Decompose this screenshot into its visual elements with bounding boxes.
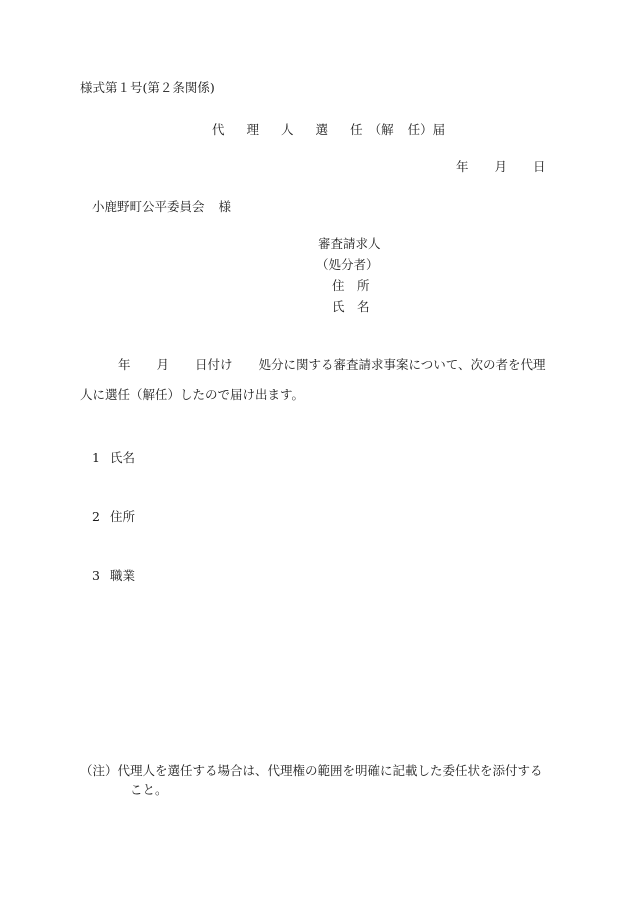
title-char: 任 <box>350 122 363 137</box>
item-number: 2 <box>92 509 100 524</box>
note-text-1: 代理人を選任する場合は、代理権の範囲を明確に記載した委任状を添付する <box>117 763 543 778</box>
item-number: 3 <box>92 568 100 583</box>
form-number: 様式第１号(第２条関係) <box>80 80 215 95</box>
date-day-label: 日 <box>533 159 546 174</box>
body-year-label: 年 <box>118 357 131 372</box>
petitioner-address-label: 住 所 <box>332 278 370 293</box>
note-line-1 <box>80 765 543 778</box>
item-label: 氏名 <box>110 450 136 465</box>
body-day-label: 日付け <box>195 357 233 372</box>
title-char: 選 <box>315 122 329 137</box>
addressee <box>92 201 231 214</box>
title-char: 代 <box>212 122 225 137</box>
item-label: 職業 <box>110 568 136 583</box>
petitioner-block <box>318 238 381 322</box>
note-prefix: （注） <box>80 763 118 778</box>
note-line-2: こと。 <box>130 782 168 797</box>
title-char: 理 <box>246 122 260 137</box>
body-month-label: 月 <box>156 357 170 372</box>
date-month-label: 月 <box>494 159 508 174</box>
body-line-1 <box>118 359 546 372</box>
body-text-1: 処分に関する審査請求事案について、次の者を代理 <box>258 357 546 372</box>
title-char: 人 <box>281 122 294 137</box>
item-address <box>92 511 135 524</box>
document-title <box>212 124 445 137</box>
petitioner-sub-label: （処分者） <box>316 257 379 272</box>
date-year-label: 年 <box>456 159 469 174</box>
addressee-honorific: 様 <box>218 199 232 214</box>
petitioner-label: 審査請求人 <box>318 236 381 251</box>
item-occupation <box>92 570 135 583</box>
title-char: （解 <box>368 122 394 137</box>
date-line <box>456 161 546 174</box>
title-char: 任）届 <box>407 122 446 137</box>
item-label: 住所 <box>110 509 136 524</box>
body-line-2: 人に選任（解任）したので届け出ます。 <box>80 387 305 402</box>
item-name <box>92 452 135 465</box>
addressee-name: 小鹿野町公平委員会 <box>92 199 205 214</box>
petitioner-name-label: 氏 名 <box>332 299 370 314</box>
item-number: 1 <box>92 450 100 465</box>
